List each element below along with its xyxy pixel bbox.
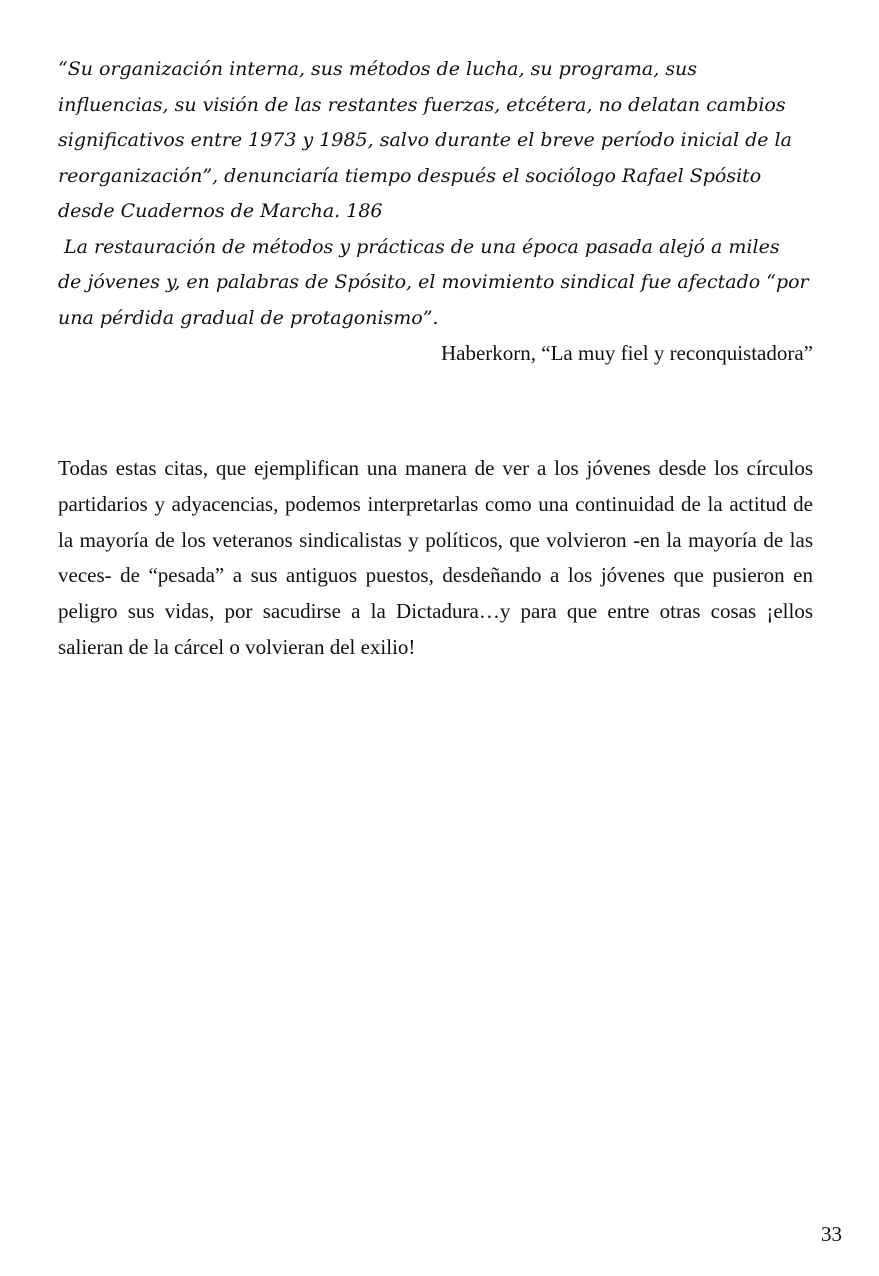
quote-line: “Su organización interna, sus métodos de lucha, su programa, sus: [58, 58, 698, 80]
quote-line: desde Cuadernos de Marcha. 186: [58, 200, 383, 222]
quote-line: influencias, su visión de las restantes fuerzas, etcétera, no delatan cambios: [58, 93, 786, 116]
quote-line: significativos entre 1973 y 1985, salvo durante el breve período inicial de la: [58, 129, 792, 151]
quote-line: La restauración de métodos y prácticas de una época pasada alejó a miles: [58, 235, 780, 258]
body-paragraph: Todas estas citas, que ejemplifican una manera de ver a los jóvenes desde los círculos partidarios y adyacencias, podemos interpretarlas como una continuidad de la actitud de la mayoría de los veteranos sindicalistas y políticos, que volvieron -en la mayoría de las veces- de “pesada” a sus antiguos puestos, desdeñando a los jóvenes que pusieron en peligro sus vidas, por sacudirse a la Dictadura…y para que entre otras cosas ¡ellos salieran de la cárcel o volvieran del exilio!: [58, 456, 813, 659]
quote-line: de jóvenes y, en palabras de Spósito, el movimiento sindical fue afectado “por: [58, 271, 809, 293]
block-quote: [58, 52, 813, 336]
page-number: 33: [821, 1222, 842, 1246]
quote-line: reorganización”, denunciaría tiempo después el sociólogo Rafael Spósito: [58, 164, 762, 187]
quote-line: una pérdida gradual de protagonismo”.: [58, 306, 439, 329]
quote-attribution: Haberkorn, “La muy fiel y reconquistadora”: [440, 341, 813, 365]
page-content: [58, 52, 813, 666]
